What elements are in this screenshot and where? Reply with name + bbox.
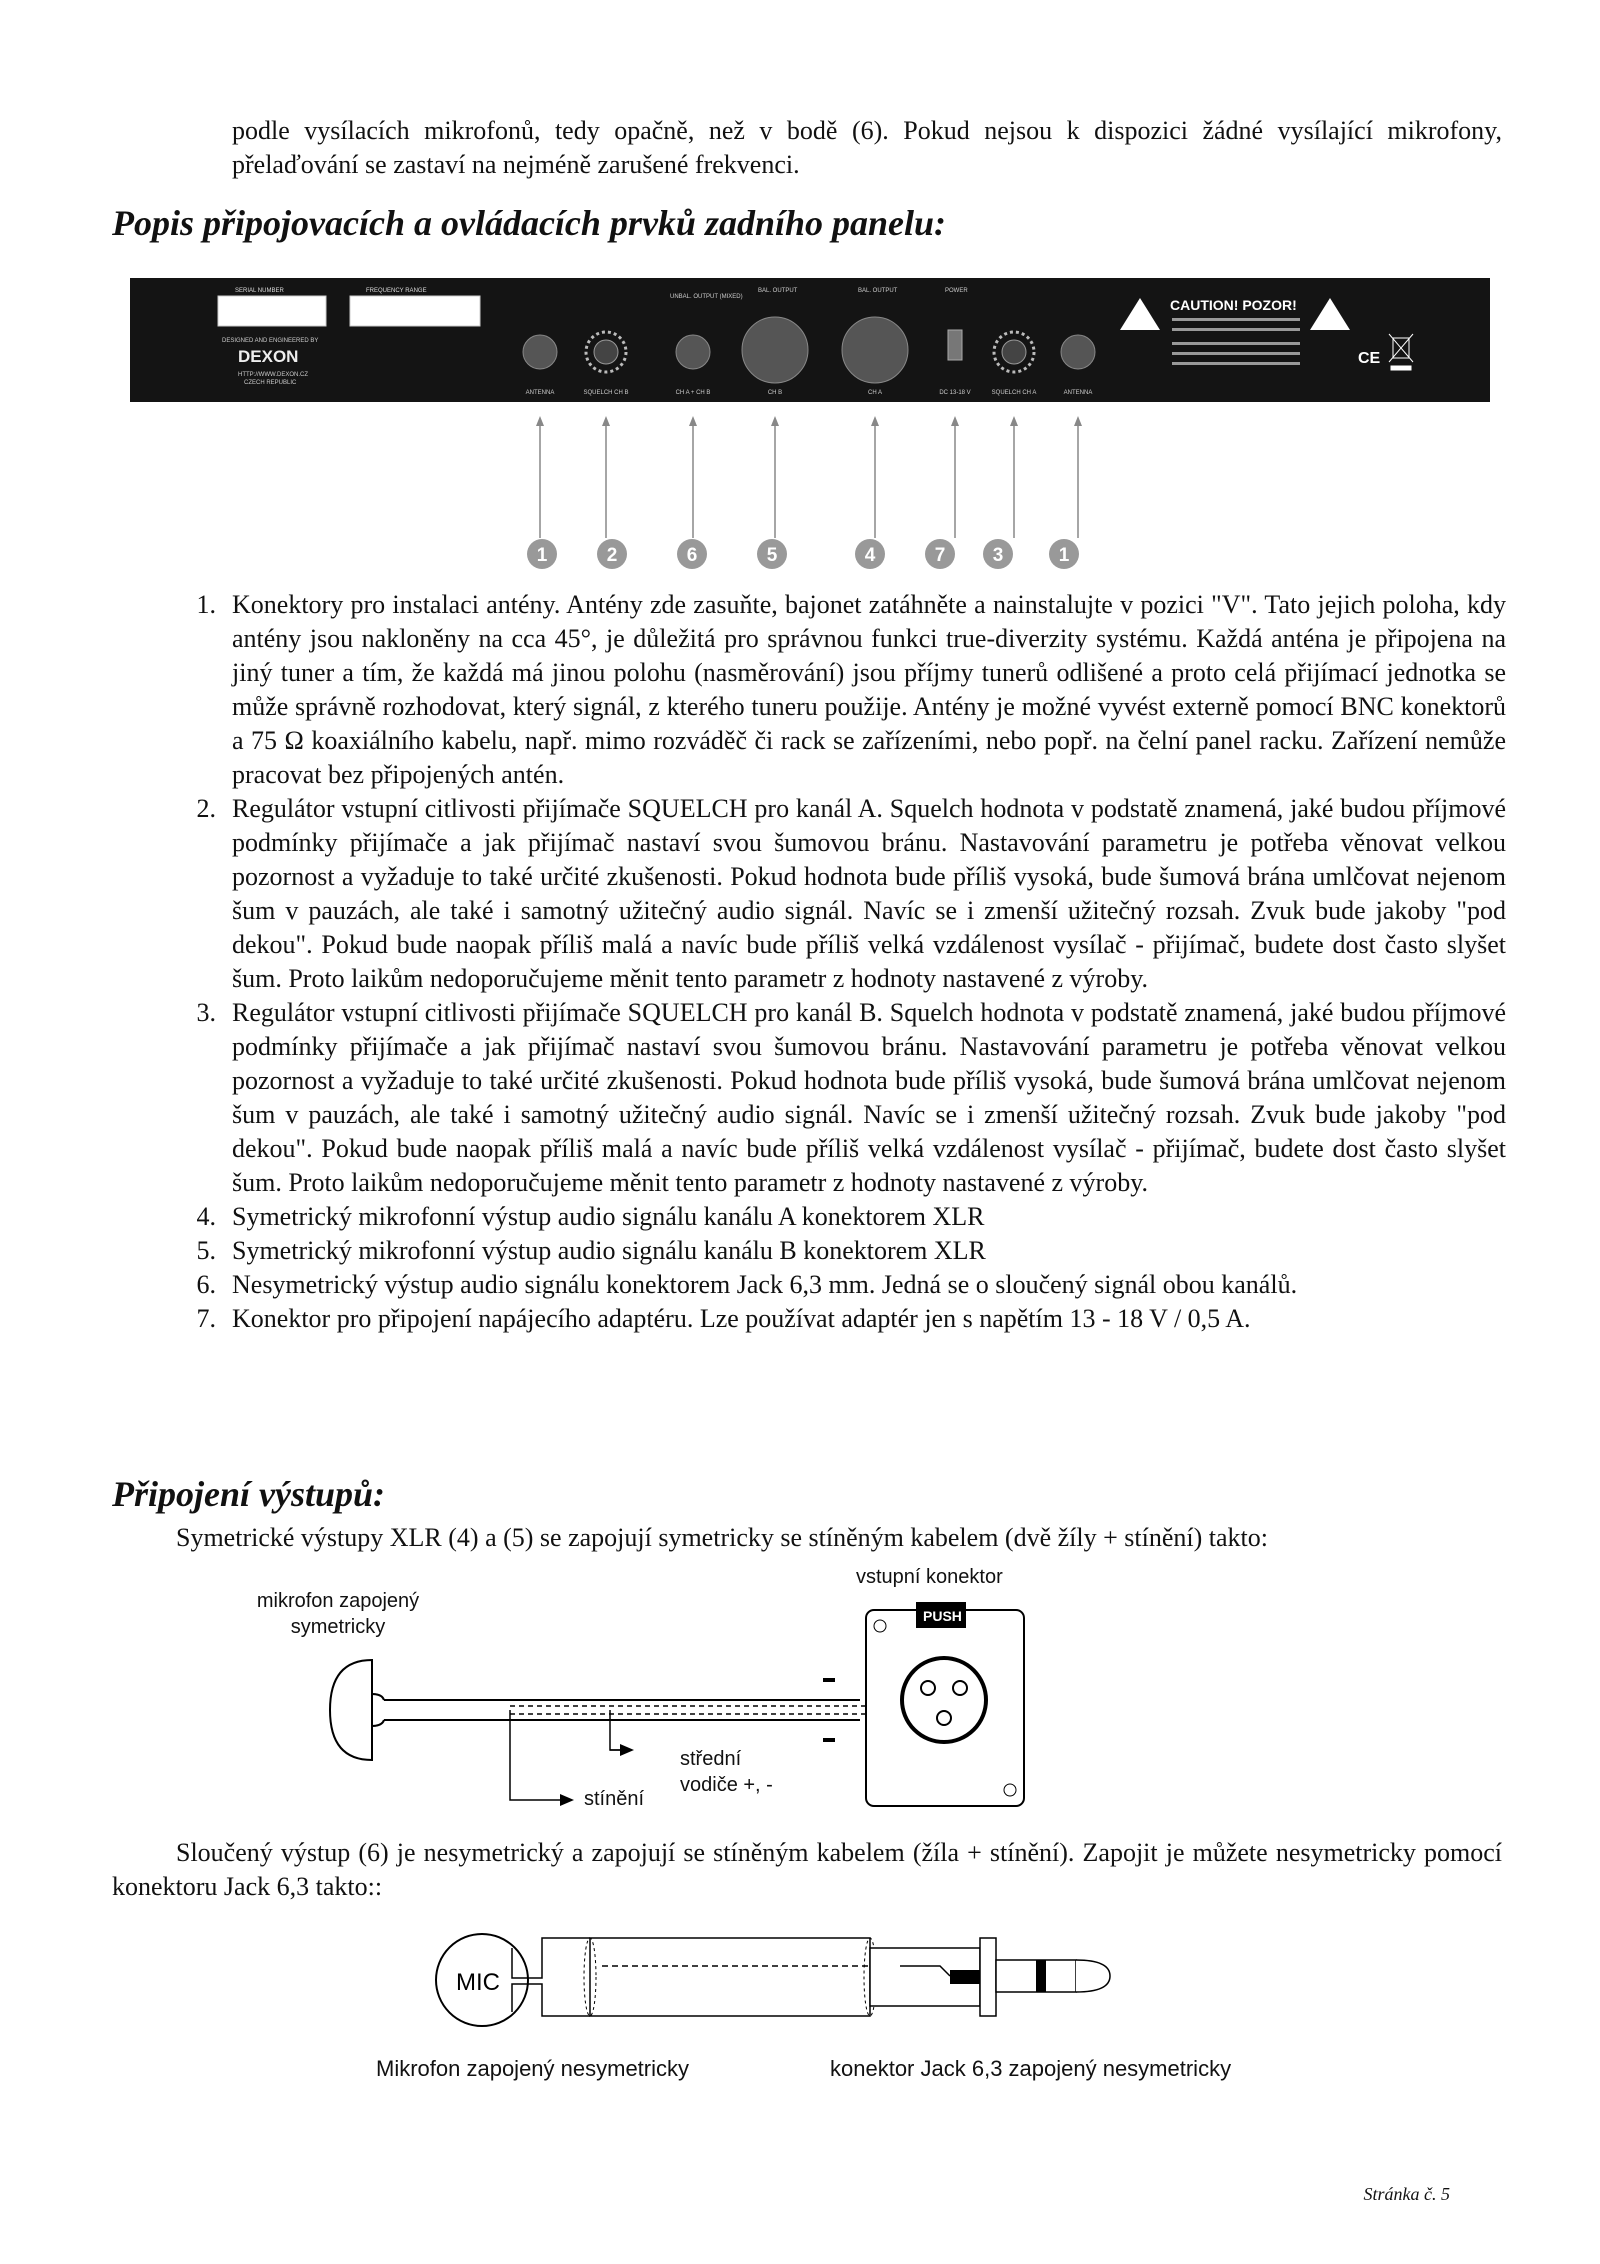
callout-arrow <box>536 416 544 426</box>
callout-number: 4 <box>864 545 876 566</box>
xlr-output-b <box>742 317 808 383</box>
unbal-output-jack <box>676 335 710 369</box>
unbal-output-label: UNBAL. OUTPUT (MIXED) <box>670 294 743 300</box>
push-label: PUSH <box>923 1608 962 1624</box>
callout-arrow <box>1074 416 1082 426</box>
xlr-output-a <box>842 317 908 383</box>
callout-number: 1 <box>1058 545 1070 566</box>
designed-label: DESIGNED AND ENGINEERED BY <box>222 338 319 344</box>
input-connector-label: vstupní konektor <box>856 1566 1003 1588</box>
callout-arrow <box>771 416 779 426</box>
bal-output-a-label: BAL. OUTPUT <box>858 288 898 294</box>
panel-bottom-label: ANTENNA <box>525 390 555 396</box>
list-item: 4. Symetrický mikrofonní výstup audio signálu kanálu A konektorem XLR <box>196 1202 985 1231</box>
callout-number: 6 <box>686 545 698 566</box>
list-item: 5. Symetrický mikrofonní výstup audio signálu kanálu B konektorem XLR <box>196 1236 986 1265</box>
xlr-wiring-diagram <box>320 1600 1060 1820</box>
antenna-connector-a <box>1061 335 1095 369</box>
callout-arrow <box>689 416 697 426</box>
xlr-socket-face <box>902 1658 986 1742</box>
panel-bottom-label: CH A <box>867 390 883 396</box>
callout-arrow <box>1010 416 1018 426</box>
callout-number: 3 <box>992 545 1004 566</box>
list-item: 7. Konektor pro připojení napájecího adaptéru. Lze používat adaptér jen s napětím 13 - 18 V / 0,5 A. <box>196 1304 1251 1333</box>
list-item: 3. Regulátor vstupní citlivosti přijímače SQUELCH pro kanál B. Squelch hodnota v podstatě znamená, jaké budou příjmové podmínky přijímače a jak přijímač nastaví svou šumovou bránu. Nastavování parametru je potřeba věnovat velkou pozornost a vyžaduje to také určité zkušenosti. Pokud hodnota bude příliš vysoká, bude šumová brána umlčovat nejenom šum v pauzách, ale také i samotný užitečný audio signál. Navíc se i zmenší užitečný rozsah. Zvuk bude jakoby "pod dekou". Pokud bude naopak příliš malá a navíc bude příliš velká vzdálenost vysílač - přijímač, budete dost často slyšet šum. Proto laikům nedoporučujeme měnit tento parametr z hodnoty nastavené z výroby. <box>196 998 1506 1197</box>
callout-number: 2 <box>606 545 618 566</box>
country-label: CZECH REPUBLIC <box>244 380 297 386</box>
antenna-connector-b <box>523 335 557 369</box>
mic-capsule <box>330 1660 372 1760</box>
panel-bottom-label: DC 13-18 V <box>939 390 971 396</box>
callout-number: 1 <box>536 545 548 566</box>
brand-logo: DEXON <box>238 347 299 366</box>
intro-paragraph: podle vysílacích mikrofonů, tedy opačně, než v bodě (6). Pokud nejsou k dispozici žádné vysílající mikrofony, přelaďování se zastaví na nejméně zarušené frekvenci. <box>232 116 1502 179</box>
frequency-label: FREQUENCY RANGE <box>366 288 427 294</box>
panel-bottom-label: SQUELCH CH B <box>583 390 629 396</box>
mic-text: MIC <box>456 1969 500 1996</box>
plus-sign <box>823 1738 835 1742</box>
callout-arrow <box>951 416 959 426</box>
list-item: 1. Konektory pro instalaci antény. Antény zde zasuňte, bajonet zatáhněte a nainstalujte v pozici "V". Tato jejich poloha, kdy antény jsou nakloněny na cca 45°, je důležitá pro správnou funkci true-diverzity systému. Každá anténa je připojena na jiný tuner a tím, že každá má jinou polohu (nasměrování) jsou příjmy tunerů odlišené a proto celá přijímací jednotka se může správně rozhodovat, který signál, z kterého tuneru použije. Antény je možné vyvést externě pomocí BNC konektorů a 75 Ω koaxiálního kabelu, např. mimo rozváděč či rack se zařízeními, nebo popř. na čelní panel racku. Zařízení nemůže pracovat bez připojených antén. <box>196 590 1506 789</box>
serial-label: SERIAL NUMBER <box>235 288 284 294</box>
minus-sign <box>823 1678 835 1682</box>
panel-items-list <box>176 588 1506 1336</box>
callout-number: 7 <box>934 545 946 566</box>
mic-unbalanced-caption: Mikrofon zapojený nesymetricky <box>376 2056 690 2081</box>
panel-bottom-label: ANTENNA <box>1063 390 1093 396</box>
frequency-box <box>350 296 480 326</box>
outputs-heading: Připojení výstupů: <box>112 1474 386 1514</box>
jack-wiring-diagram <box>430 1908 1210 2038</box>
middle-wires-label: střední vodiče +, - <box>680 1748 773 1796</box>
callout-number: 5 <box>766 545 778 566</box>
serial-box <box>218 296 326 326</box>
rear-panel-figure <box>110 270 1510 580</box>
shield-label: stínění <box>584 1788 645 1810</box>
jack-cable <box>590 1938 870 2016</box>
list-item: 2. Regulátor vstupní citlivosti přijímače SQUELCH pro kanál A. Squelch hodnota v podstatě znamená, jaké budou příjmové podmínky přijímače a jak přijímač nastaví svou šumovou bránu. Nastavování parametru je potřeba věnovat velkou pozornost a vyžaduje to také určité zkušenosti. Pokud hodnota bude příliš vysoká, bude šumová brána umlčovat nejenom šum v pauzách, ale také i samotný užitečný audio signál. Navíc se i zmenší užitečný rozsah. Zvuk bude jakoby "pod dekou". Pokud bude naopak příliš malá a navíc bude příliš velká vzdálenost vysílač - přijímač, budete dost často slyšet šum. Proto laikům nedoporučujeme měnit tento parametr z hodnoty nastavené z výroby. <box>196 794 1506 993</box>
callout-arrow <box>602 416 610 426</box>
unbalanced-paragraph: Sloučený výstup (6) je nesymetrický a zapojují se stíněným kabelem (žíla + stínění). Zapojit je můžete nesymetricky pomocí konektoru Jack 6,3 takto:: <box>112 1838 1502 1901</box>
list-item: 6. Nesymetrický výstup audio signálu konektorem Jack 6,3 mm. Jedná se o sloučený signál obou kanálů. <box>196 1270 1298 1299</box>
ce-mark: CE <box>1358 350 1381 367</box>
caution-label: CAUTION! POZOR! <box>1170 297 1297 313</box>
symmetric-paragraph: Symetrické výstupy XLR (4) a (5) se zapojují symetricky se stíněným kabelem (dvě žíly + stínění) takto: <box>176 1523 1268 1552</box>
mic-symmetric-label: mikrofon zapojený symetricky <box>256 1590 420 1638</box>
page-number: Stránka č. 5 <box>1363 2184 1450 2204</box>
rear-panel-heading: Popis připojovacích a ovládacích prvků zadního panelu: <box>112 203 947 243</box>
jack-unbalanced-caption: konektor Jack 6,3 zapojený nesymetricky <box>830 2056 1232 2081</box>
panel-bottom-label: CH A + CH B <box>675 390 711 396</box>
power-label: POWER <box>945 288 968 294</box>
power-connector <box>948 330 962 360</box>
website-label: HTTP://WWW.DEXON.CZ <box>238 372 308 378</box>
bal-output-b-label: BAL. OUTPUT <box>758 288 798 294</box>
panel-bottom-label: CH B <box>767 390 783 396</box>
callout-arrow <box>871 416 879 426</box>
panel-bottom-label: SQUELCH CH A <box>991 390 1037 396</box>
